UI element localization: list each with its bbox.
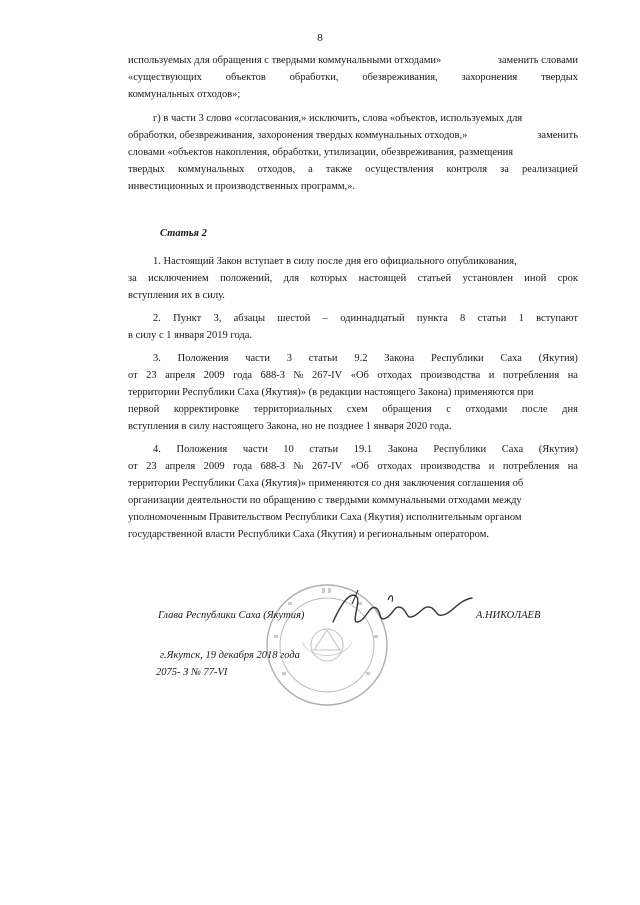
word: 688-З [260,461,286,472]
word: 267-IV [311,461,343,472]
word: установлен [462,273,513,284]
word: абзацы [233,313,266,324]
city-date: г.Якутск, 19 декабря 2018 года [160,650,300,661]
word: положений, [220,273,273,284]
word: 8 [460,313,466,324]
word: апреля [165,461,196,472]
word: которых [310,273,348,284]
word: (Якутия) [538,444,578,455]
word: статьи [309,444,339,455]
word: статьи [308,353,338,364]
text-line [153,312,578,325]
word: твердых [541,72,578,83]
word: 3 [286,353,293,364]
law-number: 2075- З № 77-VI [156,667,228,678]
word: объектов [225,72,266,83]
text-line [128,528,578,541]
word: заменить [537,130,578,141]
word: первой [128,404,160,415]
word: 2009 [203,461,225,472]
word: статьей [417,273,452,284]
word: «Об [350,370,369,381]
word: и [488,370,495,381]
word: обезвреживания, [362,72,438,83]
word: пункта [416,313,448,324]
word: после [521,404,548,415]
word: настоящей [358,273,407,284]
word: территории Республики Саха (Якутия)» (в редакции настоящего Закона) применяются при [128,387,534,398]
word: «существующих [128,72,202,83]
word: иной [524,273,547,284]
word: уполномоченным Правительством Республики Саха (Якутия) исполнительным органом [128,512,522,523]
text-line [128,460,578,473]
text-line [128,272,578,285]
word: организации деятельности по обращению с твердыми коммунальными отходами между [128,495,522,506]
word: обработки, обезвреживания, захоронения твердых коммунальных отходов,» [128,130,468,141]
word: (Якутия) [538,353,578,364]
word: обработки, [289,72,339,83]
word: вступают [536,313,578,324]
word: вступления в силу настоящего Закона, но не позднее 1 января 2020 года. [128,421,452,432]
word: «Об [350,461,369,472]
word: Республики [431,353,484,364]
word: 9.2 [354,353,368,364]
word: 1. Настоящий Закон вступает в силу после дня его официального опубликования, [153,256,517,267]
word: – [322,313,328,324]
word: словами «объектов накопления, обработки, утилизации, обезвреживания, размещения [128,147,514,158]
word: захоронения [461,72,518,83]
word: Положения [177,353,229,364]
word: Саха [500,353,522,364]
word: от [128,461,138,472]
word: и [488,461,495,472]
signatory-title: Глава Республики Саха (Якутия) [158,610,305,621]
word: твердых [128,164,165,175]
word: отходов, [257,164,296,175]
word: дня [562,404,578,415]
word: 2009 [203,370,225,381]
word: апреля [165,370,196,381]
word: реализацией [522,164,578,175]
word: 688-З [260,370,286,381]
text-line [153,112,578,125]
word: года [233,461,253,472]
word: 3. [153,353,161,364]
word: одиннадцатый [340,313,405,324]
text-line [128,54,578,67]
word: вступления их в силу. [128,290,225,301]
page-number: 8 [317,32,323,44]
word: срок [557,273,578,284]
word: государственной власти Республики Саха (Якутия) и региональным оператором. [128,529,490,540]
text-line [153,352,578,365]
word: Закона [387,444,418,455]
text-line [128,163,578,176]
word: производства [420,461,481,472]
text-line [128,329,578,342]
word: 4. [153,444,161,455]
text-line [128,289,578,302]
word: инвестиционных и производственных программ,». [128,181,355,192]
text-line [128,146,578,159]
word: от [128,370,138,381]
word: Саха [501,444,524,455]
text-line [128,129,578,142]
text-line [128,420,578,433]
word: в силу с 1 января 2019 года. [128,330,253,341]
word: 19.1 [353,444,373,455]
word: Пункт [173,313,202,324]
text-line [153,443,578,456]
word: контроля [446,164,488,175]
text-line [128,369,578,382]
word: за [500,164,509,175]
word: шестой [277,313,311,324]
word: 267-IV [311,370,343,381]
word: Закона [384,353,415,364]
word: потребления [502,461,560,472]
article-heading: Статья 2 [160,228,207,239]
word: используемых для обращения с твердыми коммунальными отходами» [128,55,442,66]
word: 10 [283,444,294,455]
word: осуществления [365,164,434,175]
word: отходах [377,370,413,381]
word: производства [420,370,481,381]
text-line [128,403,578,416]
word: за [128,273,137,284]
signatory-name: А.НИКОЛАЕВ [476,610,541,621]
word: года [233,370,253,381]
word: отходами [465,404,508,415]
word: 3, [213,313,222,324]
word: Республики [433,444,487,455]
word: части [245,353,270,364]
word: отходах [377,461,413,472]
word: статьи [477,313,507,324]
word: а [308,164,313,175]
word: коммунальных [177,164,245,175]
word: Положения [176,444,228,455]
text-line [128,71,578,84]
text-line [128,88,578,101]
text-line [128,511,578,524]
word: территории Республики Саха (Якутия)» применяются со дня заключения соглашения об [128,478,524,489]
text-line [153,255,578,268]
word: территориальных [253,404,333,415]
word: части [242,444,268,455]
text-line [128,477,578,490]
word: № [293,461,304,472]
word: для [283,273,300,284]
word: г) в части 3 слово «согласования,» исключить, слова «объектов, используемых для [153,113,523,124]
word: также [325,164,353,175]
word: 2. [153,313,161,324]
word: корректировке [173,404,239,415]
word: на [567,461,578,472]
word: № [293,370,304,381]
word: потребления [502,370,560,381]
word: 23 [146,370,157,381]
word: 23 [146,461,157,472]
word: коммунальных отходов»; [128,89,241,100]
word: заменить словами [497,55,578,66]
text-line [128,386,578,399]
word: с [446,404,451,415]
word: схем [346,404,368,415]
handwritten-signature [328,586,478,630]
text-line [128,180,578,193]
word: на [567,370,578,381]
word: исключением [148,273,209,284]
word: обращения [382,404,432,415]
text-line [128,494,578,507]
word: 1 [518,313,524,324]
